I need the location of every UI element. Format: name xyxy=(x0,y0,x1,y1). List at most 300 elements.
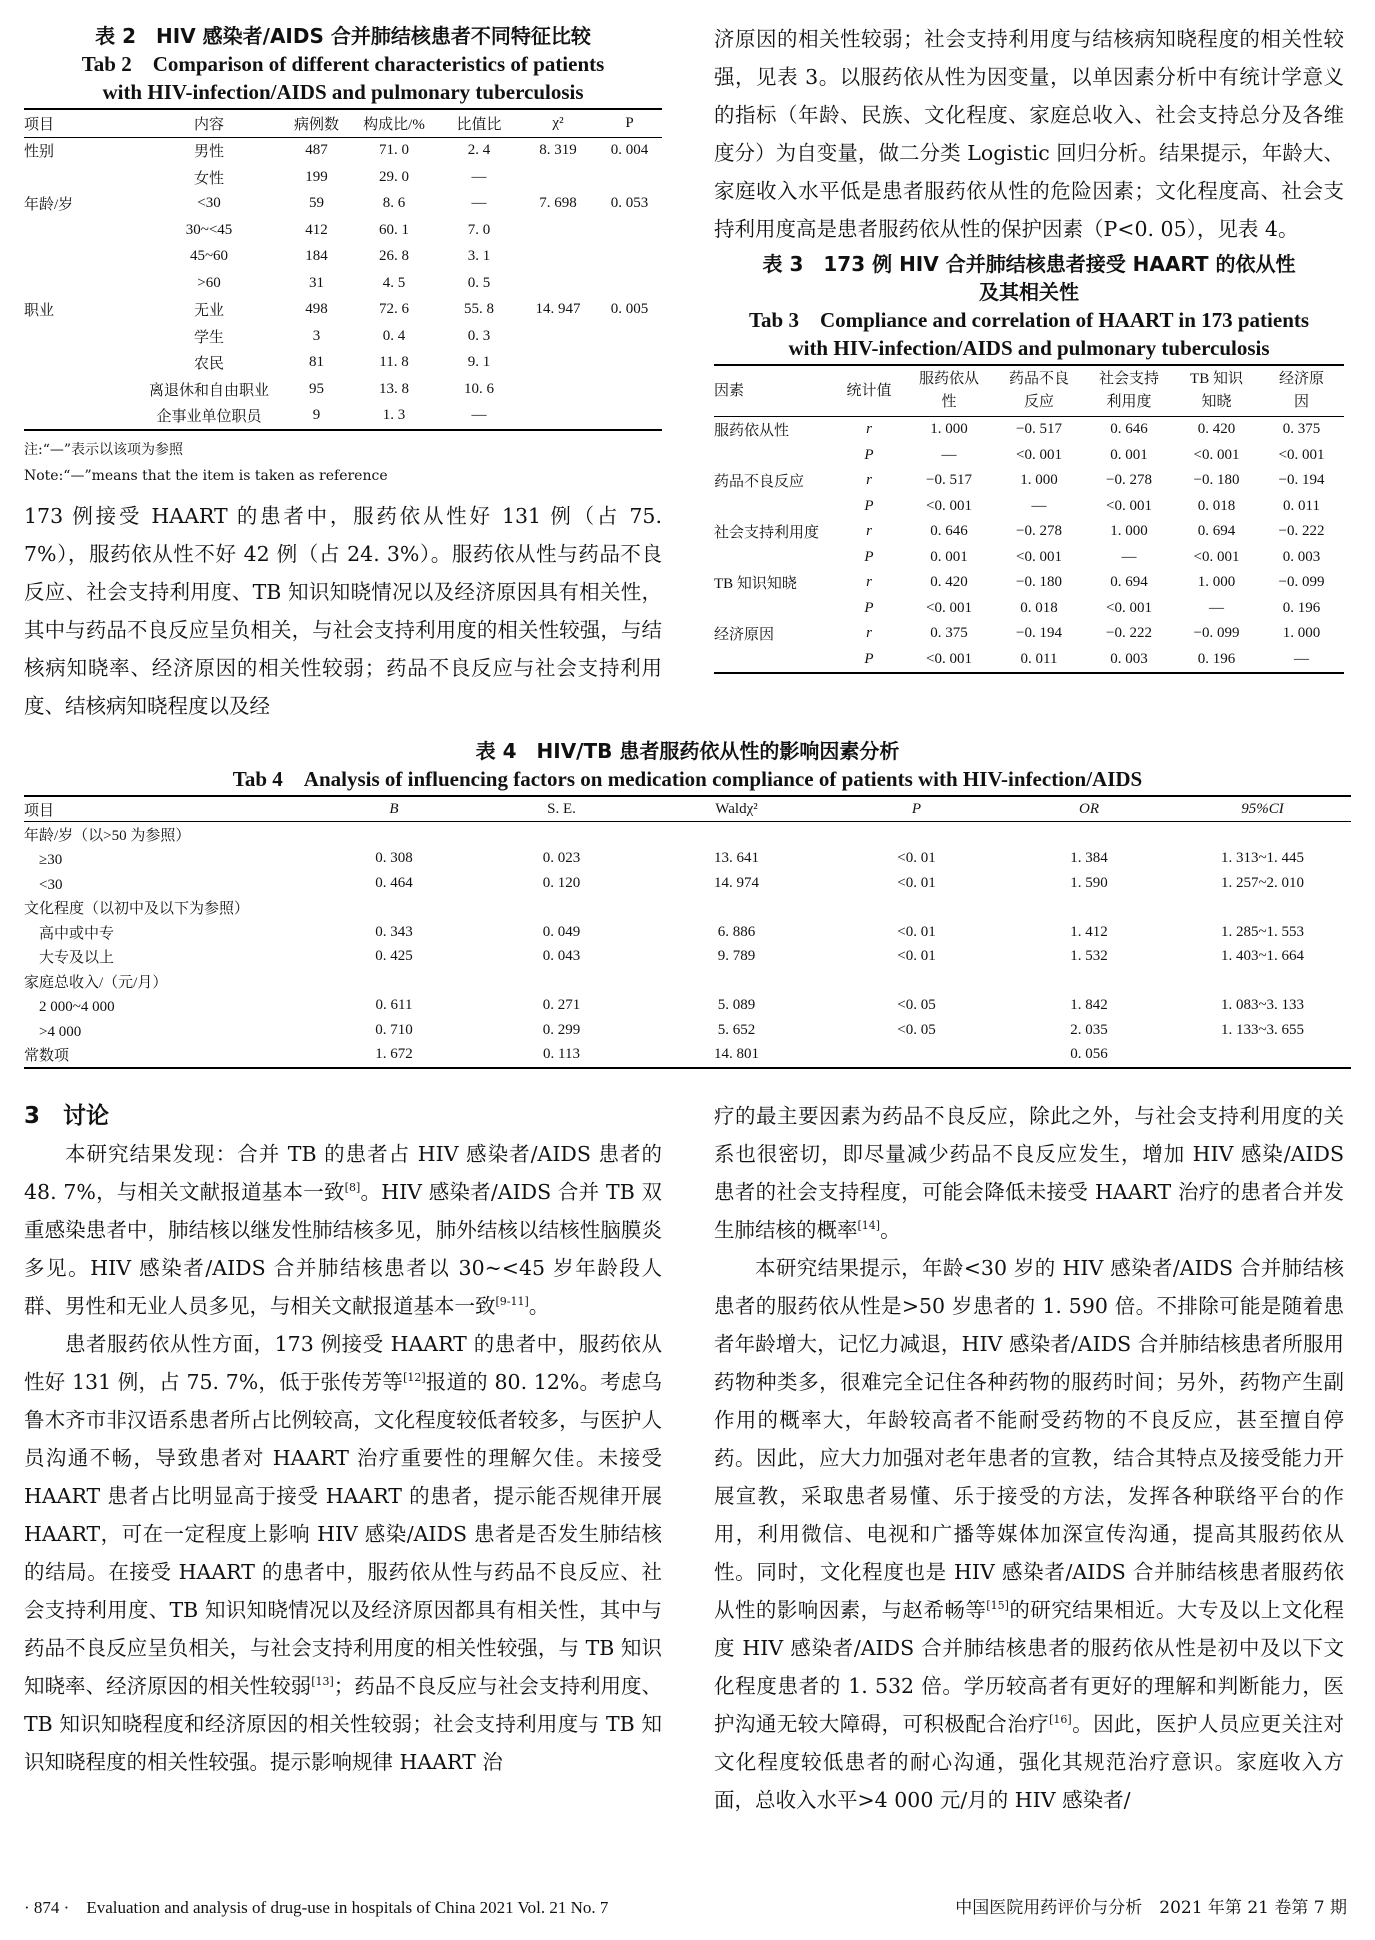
table-3-cell: −0. 517 xyxy=(1016,421,1062,438)
table-4-cell: <0. 01 xyxy=(897,948,936,965)
table-2-cell xyxy=(24,270,134,297)
table-3-header-2: 服药依从性 xyxy=(904,365,994,417)
table-4-header-1: B xyxy=(309,796,479,822)
citation-15: [15] xyxy=(986,1599,1009,1613)
table-2-cell xyxy=(519,217,597,244)
table-4-cell: 0. 049 xyxy=(542,923,581,940)
table-4-cell xyxy=(479,969,644,994)
table-4-cell: 1. 590 xyxy=(1070,874,1108,891)
table-2-header-6: P xyxy=(597,109,662,137)
table-4-cell: 0. 425 xyxy=(375,948,413,965)
table-4-cell xyxy=(829,822,1004,847)
table-2-row xyxy=(24,270,662,297)
table-2-header-3: 构成比/% xyxy=(349,109,439,137)
table-2-row xyxy=(24,376,662,403)
table-4-cell: <0. 05 xyxy=(897,1021,936,1038)
table-2-cell: 9 xyxy=(312,407,321,424)
table-3-cell: r xyxy=(866,523,872,540)
table-4-cell: 1. 285~1. 553 xyxy=(1220,923,1305,940)
table-4-cell: 0. 120 xyxy=(542,874,581,891)
table-4-cell: 年龄/岁（以>50 为参照） xyxy=(24,827,191,844)
table-2-cell: 学生 xyxy=(193,329,224,346)
table-3-cell: 0. 001 xyxy=(930,548,968,565)
table-4-cell xyxy=(644,969,829,994)
table-4-cell xyxy=(644,896,829,921)
table-2-header-5: χ² xyxy=(519,109,597,137)
table-3-cell: −0. 222 xyxy=(1278,523,1325,540)
table-4-cell: 1. 133~3. 655 xyxy=(1220,1021,1305,1038)
table-3-cell: 0. 375 xyxy=(1282,421,1321,438)
table-4-cell: <30 xyxy=(24,876,63,893)
table-2-cell xyxy=(597,217,662,244)
table-3-cell: 社会支持利用度 xyxy=(714,525,820,542)
table-4-cell: 0. 113 xyxy=(543,1046,580,1063)
table-4-cell: 1. 313~1. 445 xyxy=(1220,850,1305,867)
table-2-cell: 0. 004 xyxy=(610,142,649,159)
table-4-cell xyxy=(1174,822,1351,847)
table-3-cell: <0. 001 xyxy=(926,497,972,514)
table-3-cell xyxy=(714,443,834,469)
table-2-row xyxy=(24,244,662,271)
table-3-cell: <0. 001 xyxy=(1193,446,1240,463)
table-2-cell: 199 xyxy=(305,168,328,185)
table-4-cell xyxy=(309,969,479,994)
table-2-cell: 26. 8 xyxy=(379,248,409,265)
table-2-header-4: 比值比 xyxy=(439,109,519,137)
section-3-heading: 3 讨论 xyxy=(24,1103,110,1129)
table-3-row xyxy=(714,596,1344,622)
table-2-cell xyxy=(519,244,597,271)
table-3-cell: 0. 018 xyxy=(1020,599,1058,616)
table-3-cell: 0. 646 xyxy=(1110,421,1148,438)
table-2-cell xyxy=(597,270,662,297)
table-2-cell: 7. 0 xyxy=(467,221,491,238)
table-2-row xyxy=(24,191,662,218)
table-2-row xyxy=(24,403,662,431)
table-4-cell: 1. 403~1. 664 xyxy=(1220,948,1305,965)
table-4-cell: 9. 789 xyxy=(717,948,756,965)
table-4-header-4: P xyxy=(829,796,1004,822)
table-2-row xyxy=(24,350,662,377)
table-3-cell: −0. 180 xyxy=(1193,472,1240,489)
table-4-cell xyxy=(309,822,479,847)
table-2-title-cn: 表 2 HIV 感染者/AIDS 合并肺结核患者不同特征比较 xyxy=(95,24,591,48)
table-3-cell: 0. 646 xyxy=(930,523,968,540)
table-4-cell: <0. 01 xyxy=(897,923,936,940)
table-2-cell xyxy=(597,323,662,350)
discussion-paragraph-4: 本研究结果提示，年龄<30 岁的 HIV 感染者/AIDS 合并肺结核患者的服药依从性是>50 岁患者的 1. 590 倍。不排除可能是随着患者年龄增大，记忆力减退，HIV 感染者/AIDS 合并肺结核患者所服用药物种类多，很难完全记住各种药物的服药时间；另外，药物产生副作用的概率大，年龄较高者不能耐受药物的不良反应，甚至擅自停药。因此，应大力加强对老年患者的宣教，结合其特点及接受能力开展宣教，采取患者易懂、乐于接受的方法，发挥各种联络平台的作用，利用微信、电视和广播等媒体加深宣传沟通，提高其服药依从性。同时，文化程度也是 HIV 感染者/AIDS 合并肺结核患者服药依从性的影响因素，与赵希畅等[15]的研究结果相近。大专及以上文化程度 HIV 感染者/AIDS 合并肺结核患者的服药依从性是初中及以下文化程度患者的 1. 532 倍。学历较高者有更好的理解和判断能力，医护沟通无较大障碍，可积极配合治疗[16]。因此，医护人员应更关注对文化程度较低患者的耐心沟通，强化其规范治疗意识。家庭收入方面，总收入水平>4 000 元/月的 HIV 感染者/ xyxy=(714,1256,1345,1812)
table-2-cell: 年龄/岁 xyxy=(24,197,74,214)
table-2-header-0: 项目 xyxy=(24,109,134,137)
table-4-header-0: 项目 xyxy=(24,796,309,822)
table-2-cell: 9. 1 xyxy=(467,354,491,371)
table-3-header-1: 统计值 xyxy=(834,365,904,417)
table-4-row xyxy=(24,847,1351,872)
right-top-block xyxy=(714,20,1344,674)
table-3-cell: 0. 694 xyxy=(1110,574,1148,591)
table-3-cell: 0. 011 xyxy=(1020,650,1058,667)
table-4-cell: 0. 043 xyxy=(542,948,581,965)
footer-right: 中国医院用药评价与分析 2021 年第 21 卷第 7 期 xyxy=(955,1898,1347,1918)
table-2-cell: 14. 947 xyxy=(535,301,581,318)
table-3-cell: r xyxy=(866,421,872,438)
table-4-cell: 14. 974 xyxy=(714,874,759,891)
table-3-cell: 0. 001 xyxy=(1110,446,1148,463)
table-4-row xyxy=(24,945,1351,970)
table-2-cell: 60. 1 xyxy=(379,221,409,238)
table-3-cell xyxy=(714,647,834,674)
table-3-header-5: TB 知识知晓 xyxy=(1174,365,1259,417)
table-3-row xyxy=(714,570,1344,596)
table-3-cell: — xyxy=(1031,497,1047,514)
table-3-cell: −0. 099 xyxy=(1193,625,1240,642)
table-2-cell xyxy=(519,270,597,297)
table-2-cell: <30 xyxy=(197,195,221,212)
table-4-cell: 0. 710 xyxy=(375,1021,413,1038)
citation-14: [14] xyxy=(857,1219,881,1233)
table-2-cell: >60 xyxy=(197,274,221,291)
table-4 xyxy=(24,795,1351,1069)
table-4-cell: 13. 641 xyxy=(714,850,759,867)
table-2-row xyxy=(24,137,662,164)
table-2-cell: 8. 319 xyxy=(539,142,577,159)
footer-left: · 874 · Evaluation and analysis of drug-use in hospitals of China 2021 Vol. 21 No. 7 xyxy=(24,1898,609,1917)
table-3-cell: P xyxy=(864,497,874,514)
right-results-paragraph: 济原因的相关性较弱；社会支持利用度与结核病知晓程度的相关性较强，见表 3。以服药依从性为因变量，以单因素分析中有统计学意义的指标（年龄、民族、文化程度、家庭总收入、社会支持总分及各维度分）为自变量，做二分类 Logistic 回归分析。结果提示，年龄大、家庭收入水平低是患者服药依从性的危险因素；文化程度高、社会支持利用度高是患者服药依从性的保护因素（P<0. 05），见表 4。 xyxy=(714,27,1344,241)
table-4-cell: 1. 412 xyxy=(1070,923,1108,940)
table-4-cell xyxy=(479,896,644,921)
table-4-cell: 家庭总收入/（元/月） xyxy=(24,974,168,991)
table-2-cell: 13. 8 xyxy=(379,380,409,397)
table-2-row xyxy=(24,217,662,244)
table-3-title-en-2: with HIV-infection/AIDS and pulmonary tuberculosis xyxy=(788,336,1270,360)
table-3-cell: <0. 001 xyxy=(1193,548,1240,565)
table-2-cell: 498 xyxy=(305,301,328,318)
table-4-cell xyxy=(479,822,644,847)
table-2-cell: 性别 xyxy=(24,144,55,161)
table-3-cell: 经济原因 xyxy=(714,627,775,644)
table-3-cell: 0. 196 xyxy=(1197,650,1236,667)
table-3-cell: 0. 694 xyxy=(1197,523,1236,540)
table-4-cell: 0. 056 xyxy=(1070,1046,1108,1063)
table-3-cell: P xyxy=(864,599,874,616)
table-3-row xyxy=(714,443,1344,469)
table-3-cell: 药品不良反应 xyxy=(714,474,805,491)
table-3-title-cn-1: 表 3 173 例 HIV 合并肺结核患者接受 HAART 的依从性 xyxy=(762,252,1296,276)
table-4-cell: 高中或中专 xyxy=(24,925,115,942)
table-3-cell: 1. 000 xyxy=(1020,472,1058,489)
table-4-cell xyxy=(829,896,1004,921)
table-3-header-3: 药品不良反应 xyxy=(994,365,1084,417)
table-2-cell: 8. 6 xyxy=(382,195,406,212)
table-4-cell: 常数项 xyxy=(24,1048,70,1065)
table-4-cell: 14. 801 xyxy=(714,1046,759,1063)
table-4-cell: 0. 464 xyxy=(375,874,413,891)
table-3-cell: <0. 001 xyxy=(1016,548,1062,565)
discussion-right-column xyxy=(714,1097,1344,1819)
table-3-header-4: 社会支持利用度 xyxy=(1084,365,1174,417)
table-3-cell: 0. 003 xyxy=(1110,650,1148,667)
table-3-cell: 服药依从性 xyxy=(714,423,790,440)
table-2-title-en-1: Tab 2 Comparison of different characteristics of patients xyxy=(81,52,605,76)
table-4-cell: >4 000 xyxy=(24,1023,82,1040)
table-2-note-cn: 注:“—”表示以该项为参照 xyxy=(24,442,184,458)
citation-9-11: [9-11] xyxy=(495,1295,529,1309)
table-4-cell xyxy=(829,969,1004,994)
table-2-cell: 企事业单位职员 xyxy=(156,409,262,426)
table-2-title-en-2: with HIV-infection/AIDS and pulmonary tuberculosis xyxy=(102,80,584,104)
table-3-row xyxy=(714,647,1344,674)
table-2-header-2: 病例数 xyxy=(284,109,349,137)
table-3-row xyxy=(714,468,1344,494)
table-4-cell xyxy=(1174,1043,1351,1069)
table-3 xyxy=(714,364,1344,674)
table-3-row xyxy=(714,417,1344,443)
table-2-cell xyxy=(597,164,662,191)
table-4-cell: 6. 886 xyxy=(717,923,756,940)
table-3-cell: 1. 000 xyxy=(1197,574,1236,591)
table-2-cell xyxy=(519,350,597,377)
table-4-row xyxy=(24,1018,1351,1043)
table-2-cell xyxy=(24,323,134,350)
table-2-cell: 无业 xyxy=(193,303,224,320)
table-2-row xyxy=(24,164,662,191)
table-2-cell: 59 xyxy=(309,195,324,212)
table-2-header-1: 内容 xyxy=(134,109,284,137)
table-4-cell: 1. 672 xyxy=(375,1046,413,1063)
table-3-header-0: 因素 xyxy=(714,365,834,417)
table-4-header-2: S. E. xyxy=(479,796,644,822)
table-2-cell: 女性 xyxy=(193,170,224,187)
table-4-header-5: OR xyxy=(1004,796,1174,822)
discussion-paragraph-2: 患者服药依从性方面，173 例接受 HAART 的患者中，服药依从性好 131 例，占 75. 7%，低于张传芳等[12]报道的 80. 12%。考虑乌鲁木齐市非汉语系患者所占比例较高，文化程度较低者较多，与医护人员沟通不畅，导致患者对 HAART 治疗重要性的理解欠佳。未接受 HAART 患者占比明显高于接受 HAART 的患者，提示能否规律开展 HAART，可在一定程度上影响 HIV 感染/AIDS 患者是否发生肺结核的结局。在接受 HAART 的患者中，服药依从性与药品不良反应、社会支持利用度、TB 知识知晓情况以及经济原因都具有相关性，其中与药品不良反应呈负相关，与社会支持利用度的相关性较强，与 TB 知识知晓率、经济原因的相关性较弱[13]；药品不良反应与社会支持利用度、TB 知识知晓程度和经济原因的相关性较弱；社会支持利用度与 TB 知识知晓程度的相关性较强。提示影响规律 HAART 治 xyxy=(24,1332,663,1774)
table-4-row xyxy=(24,1043,1351,1069)
table-4-cell: 2 000~4 000 xyxy=(24,999,115,1016)
table-3-cell: <0. 001 xyxy=(1106,599,1152,616)
table-2-cell: 45~60 xyxy=(189,248,229,265)
table-2-row xyxy=(24,297,662,324)
table-2-cell: 7. 698 xyxy=(539,195,577,212)
discussion-paragraph-3: 疗的最主要因素为药品不良反应，除此之外，与社会支持利用度的关系也很密切，即尽量减少药品不良反应发生，增加 HIV 感染/AIDS 患者的社会支持程度，可能会降低未接受 HAART 治疗的患者合并发生肺结核的概率[14]。 xyxy=(714,1104,1344,1242)
table-4-cell: 1. 532 xyxy=(1070,948,1108,965)
table-4-cell: 0. 299 xyxy=(542,1021,581,1038)
table-2-cell: 0. 4 xyxy=(382,327,406,344)
table-2-cell: 农民 xyxy=(193,356,224,373)
table-4-cell: 1. 384 xyxy=(1070,850,1108,867)
table-3-cell: r xyxy=(866,574,872,591)
table-3-title-en-1: Tab 3 Compliance and correlation of HAART in 173 patients xyxy=(748,308,1310,332)
table-4-cell xyxy=(644,822,829,847)
citation-16: [16] xyxy=(1049,1713,1072,1727)
table-3-header-6: 经济原因 xyxy=(1259,365,1344,417)
table-2-cell: 2. 4 xyxy=(467,142,491,159)
table-2-cell: 71. 0 xyxy=(379,142,409,159)
table-4-block xyxy=(24,737,1351,1069)
citation-13: [13] xyxy=(311,1675,334,1689)
table-4-header-3: Waldχ² xyxy=(644,796,829,822)
table-4-cell xyxy=(829,1043,1004,1069)
table-4-cell: 1. 842 xyxy=(1070,997,1108,1014)
table-2-cell: 4. 5 xyxy=(382,274,406,291)
table-3-cell: — xyxy=(1209,599,1224,616)
table-3-cell: 0. 018 xyxy=(1197,497,1236,514)
table-2-cell xyxy=(519,164,597,191)
table-2-cell: 离退休和自由职业 xyxy=(148,382,269,399)
table-4-cell: 1. 083~3. 133 xyxy=(1220,997,1305,1014)
table-4-row xyxy=(24,920,1351,945)
table-4-cell xyxy=(1004,896,1174,921)
table-3-cell: r xyxy=(866,625,872,642)
table-2-cell xyxy=(519,403,597,431)
table-3-cell: <0. 001 xyxy=(1016,446,1062,463)
table-4-cell xyxy=(1004,822,1174,847)
table-3-cell: −0. 194 xyxy=(1016,625,1062,642)
table-3-cell: 0. 003 xyxy=(1282,548,1321,565)
table-4-cell: 0. 611 xyxy=(375,997,413,1014)
table-4-cell: 5. 652 xyxy=(717,1021,756,1038)
discussion-left-column xyxy=(24,1097,662,1781)
table-4-cell: <0. 01 xyxy=(897,874,936,891)
table-2-cell xyxy=(519,323,597,350)
table-2-row xyxy=(24,323,662,350)
table-2-cell: 55. 8 xyxy=(464,301,494,318)
table-3-cell: 0. 196 xyxy=(1282,599,1321,616)
table-2-cell: — xyxy=(471,195,487,212)
table-3-row xyxy=(714,545,1344,571)
table-3-cell: TB 知识知晓 xyxy=(714,576,797,593)
table-2-cell xyxy=(24,244,134,271)
table-3-cell: −0. 278 xyxy=(1106,472,1152,489)
table-4-row xyxy=(24,896,1351,921)
table-3-cell xyxy=(714,494,834,520)
table-2-cell: 72. 6 xyxy=(379,301,409,318)
table-2-cell: 412 xyxy=(305,221,328,238)
table-2-cell: 3. 1 xyxy=(467,248,491,265)
table-2-cell xyxy=(597,350,662,377)
table-2-cell xyxy=(519,376,597,403)
table-2-cell: 0. 5 xyxy=(467,274,491,291)
table-2-cell: 29. 0 xyxy=(379,168,409,185)
table-2-cell xyxy=(597,403,662,431)
table-2-cell xyxy=(597,376,662,403)
table-3-cell: 0. 420 xyxy=(930,574,968,591)
table-3-cell: <0. 001 xyxy=(1278,446,1325,463)
table-2-cell: 0. 053 xyxy=(610,195,649,212)
table-3-cell: 0. 011 xyxy=(1283,497,1320,514)
table-3-cell: 0. 375 xyxy=(930,625,968,642)
table-2-cell: 男性 xyxy=(193,144,224,161)
table-4-cell xyxy=(1004,969,1174,994)
table-2-cell: — xyxy=(471,407,487,424)
table-4-cell: 5. 089 xyxy=(717,997,756,1014)
table-2-cell: 30~<45 xyxy=(185,221,233,238)
table-3-cell: — xyxy=(1294,650,1309,667)
table-3-cell: −0. 278 xyxy=(1016,523,1062,540)
table-3-row xyxy=(714,494,1344,520)
table-4-cell xyxy=(309,896,479,921)
table-2 xyxy=(24,108,662,431)
table-3-cell: <0. 001 xyxy=(1106,497,1152,514)
table-4-cell: <0. 05 xyxy=(897,997,936,1014)
table-4-cell: 2. 035 xyxy=(1070,1021,1108,1038)
table-2-cell xyxy=(24,164,134,191)
table-3-cell: −0. 194 xyxy=(1278,472,1325,489)
table-3-row xyxy=(714,621,1344,647)
table-4-cell xyxy=(1174,969,1351,994)
table-3-cell: <0. 001 xyxy=(926,599,972,616)
table-4-cell: 文化程度（以初中及以下为参照） xyxy=(24,901,250,918)
table-4-title-en: Tab 4 Analysis of influencing factors on medication compliance of patients with HIV-infection/AIDS xyxy=(232,767,1143,791)
table-3-cell: 1. 000 xyxy=(930,421,968,438)
table-4-title-cn: 表 4 HIV/TB 患者服药依从性的影响因素分析 xyxy=(475,739,900,763)
table-2-cell: — xyxy=(471,168,487,185)
table-2-cell: 职业 xyxy=(24,303,55,320)
table-3-cell: −0. 099 xyxy=(1278,574,1325,591)
citation-8: [8] xyxy=(344,1181,361,1195)
table-2-cell xyxy=(24,376,134,403)
table-2-note-en: Note:“—”means that the item is taken as reference xyxy=(24,468,388,484)
table-3-cell xyxy=(714,596,834,622)
table-4-row xyxy=(24,871,1351,896)
table-3-cell: P xyxy=(864,548,874,565)
table-4-row xyxy=(24,822,1351,847)
table-4-header-6: 95%CI xyxy=(1174,796,1351,822)
table-2-cell: 487 xyxy=(305,142,328,159)
table-3-cell: −0. 180 xyxy=(1016,574,1062,591)
table-4-cell: 0. 308 xyxy=(375,850,413,867)
discussion-paragraph-1: 本研究结果发现：合并 TB 的患者占 HIV 感染者/AIDS 患者的 48. 7%，与相关文献报道基本一致[8]。HIV 感染者/AIDS 合并 TB 双重感染患者中，肺结核以继发性肺结核多见，肺外结核以结核性脑膜炎多见。HIV 感染者/AIDS 合并肺结核患者以 30~<45 岁年龄段人群、男性和无业人员多见，与相关文献报道基本一致[9-11]。 xyxy=(24,1142,663,1318)
table-2-cell xyxy=(24,403,134,431)
table-3-cell: 1. 000 xyxy=(1110,523,1148,540)
table-2-cell: 1. 3 xyxy=(382,407,406,424)
table-3-cell: — xyxy=(941,446,957,463)
table-3-cell: <0. 001 xyxy=(926,650,972,667)
table-3-row xyxy=(714,519,1344,545)
table-2-cell: 0. 3 xyxy=(467,327,491,344)
table-2-cell: 11. 8 xyxy=(379,354,409,371)
table-2-cell xyxy=(597,244,662,271)
table-2-cell: 10. 6 xyxy=(464,380,494,397)
table-3-cell: −0. 222 xyxy=(1106,625,1152,642)
table-4-cell: 0. 271 xyxy=(542,997,581,1014)
table-4-row xyxy=(24,994,1351,1019)
table-4-cell: ≥30 xyxy=(24,852,63,869)
table-2-cell xyxy=(24,217,134,244)
table-3-title-cn-2: 及其相关性 xyxy=(979,280,1079,304)
table-4-cell: <0. 01 xyxy=(897,850,936,867)
table-2-cell: 0. 005 xyxy=(610,301,649,318)
table-4-cell: 0. 343 xyxy=(375,923,413,940)
table-2-cell: 3 xyxy=(312,327,321,344)
table-3-cell: −0. 517 xyxy=(926,472,972,489)
table-4-row xyxy=(24,969,1351,994)
table-4-cell: 0. 023 xyxy=(542,850,581,867)
table-3-cell: P xyxy=(864,650,874,667)
table-3-cell: — xyxy=(1121,548,1137,565)
table-3-cell: P xyxy=(864,446,874,463)
table-3-cell: 1. 000 xyxy=(1282,625,1321,642)
table-4-cell: 大专及以上 xyxy=(24,950,115,967)
table-3-cell: r xyxy=(866,472,872,489)
left-results-paragraph: 173 例接受 HAART 的患者中，服药依从性好 131 例（占 75. 7%），服药依从性不好 42 例（占 24. 3%）。服药依从性与药品不良反应、社会支持利用度、TB 知识知晓情况以及经济原因具有相关性，其中与药品不良反应呈负相关，与社会支持利用度的相关性较强，与结核病知晓率、经济原因的相关性较弱；药品不良反应与社会支持利用度、结核病知晓程度以及经 xyxy=(24,504,662,718)
table-2-block xyxy=(24,22,662,725)
table-2-cell: 184 xyxy=(305,248,328,265)
table-2-cell: 95 xyxy=(309,380,324,397)
table-2-cell: 31 xyxy=(309,274,324,291)
table-2-cell: 81 xyxy=(309,354,324,371)
table-4-cell: 1. 257~2. 010 xyxy=(1220,874,1305,891)
table-3-cell xyxy=(714,545,834,571)
